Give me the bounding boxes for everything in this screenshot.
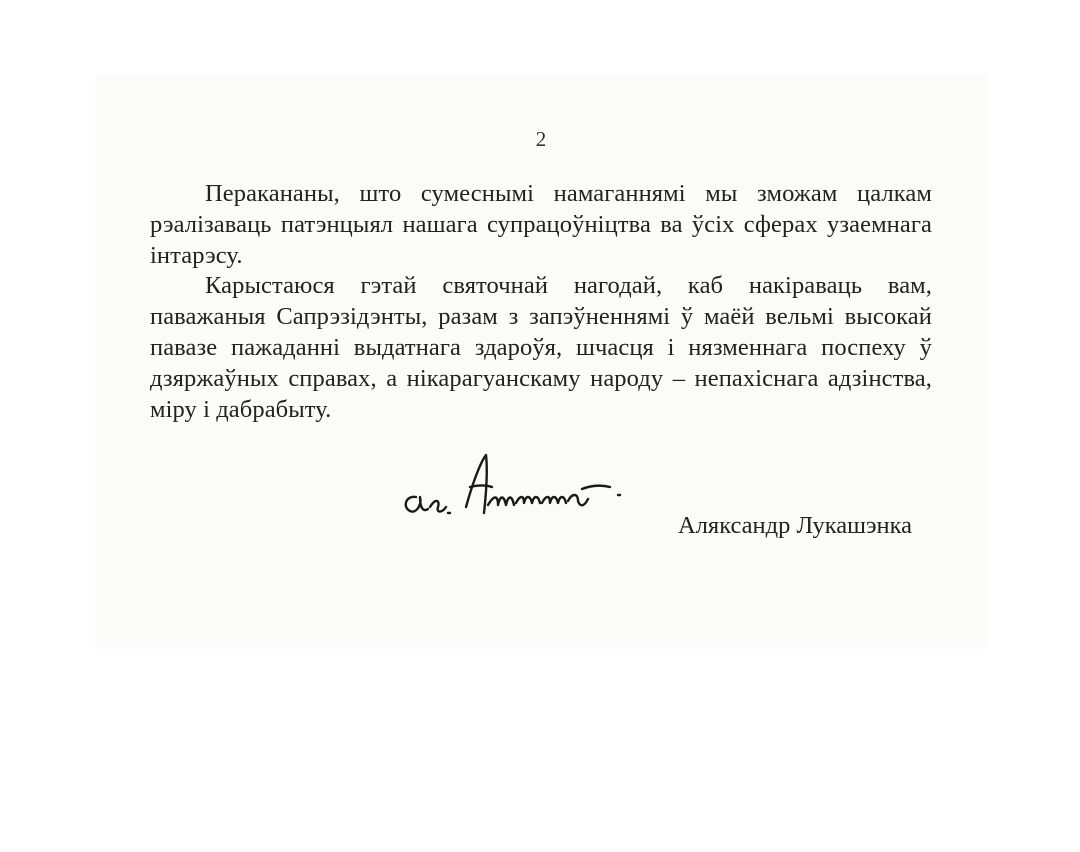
page-number: 2 [535,127,547,151]
handwritten-signature-icon [396,445,636,527]
paragraph-wishes: Карыстаюся гэтай святочнай нагодай, каб накіраваць вам, паважаныя Сапрэзідэнты, разам з запэўненнямі ў маёй вельмі высокай павазе пажаданні выдатнага здароўя, шчасця і нязменнага поспеху ў дзяржаўных справах, а нікарагуанскаму народу – непахіснага адзінства, міру і дабрабыту. [150,272,932,423]
paragraph-conviction: Перакананы, што сумеснымі намаганнямі мы зможам цалкам рэалізаваць патэнцыял нашага супрацоўніцтва ва ўсіх сферах узаемнага інтарэсу. [150,180,932,269]
signer-name: Аляксандр Лукашэнка [678,512,913,539]
